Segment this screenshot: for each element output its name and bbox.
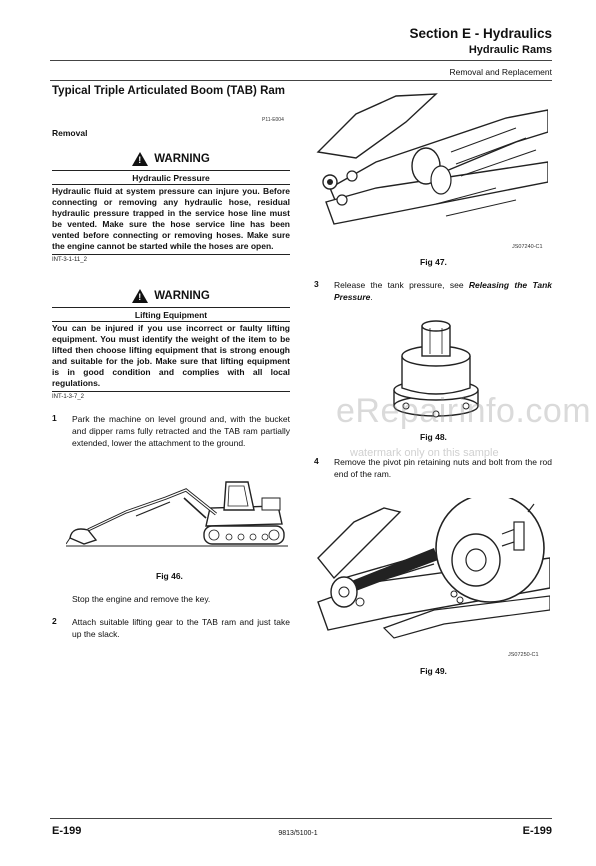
warning-box [52, 170, 290, 255]
warning-icon: ! [132, 289, 148, 303]
warning-icon: ! [132, 152, 148, 166]
stop-engine-text: Stop the engine and remove the key. [72, 594, 211, 604]
watermark-subtext: watermark only on this sample [350, 447, 499, 459]
warning-subtitle: Lifting Equipment [52, 308, 290, 322]
step-number: 2 [52, 616, 57, 626]
page-title: Typical Triple Articulated Boom (TAB) Ram [52, 85, 286, 97]
warning-block-hydraulic [52, 152, 290, 263]
document-number: 9813/5100-1 [278, 830, 318, 837]
warning-body: You can be injured if you use incorrect or faulty lifting equipment. You must identify the weight of the item to be lifted then choose lifting equipment that is strong enough and suitable for the job. Make sure that lifting equipment is in good condition and complies with all local regulations. [52, 323, 290, 388]
step-number: 3 [314, 279, 319, 289]
header-rule [50, 60, 552, 61]
warning-header [52, 152, 290, 166]
step-number: 1 [52, 413, 57, 423]
step-text: Attach suitable lifting gear to the TAB ram and just take up the slack. [72, 617, 290, 639]
subsection-title: Removal and Replacement [449, 67, 552, 77]
figure-caption: Fig 47. [420, 257, 447, 267]
figure-49-pivot-pin [314, 498, 550, 650]
warning-label: WARNING [154, 290, 210, 302]
warning-block-lifting [52, 289, 290, 400]
section-subtitle: Hydraulic Rams [468, 44, 552, 56]
removal-heading: Removal [52, 128, 88, 138]
step-text: Park the machine on level ground and, with the bucket and dipper rams fully retracted and the TAB ram partially extended, lower the attachment to the ground. [72, 414, 290, 448]
step-text-prefix: Release the tank pressure, see [334, 280, 469, 290]
page-number-left: E-199 [52, 825, 82, 837]
footer-rule [50, 818, 552, 819]
figure-code: JS07250-C1 [508, 652, 539, 658]
warning-box [52, 307, 290, 392]
subheader-rule [50, 80, 552, 81]
page-number-right: E-199 [522, 825, 552, 837]
warning-code: INT-1-3-7_2 [52, 394, 85, 400]
figure-code: JS07240-C1 [512, 244, 543, 250]
warning-label: WARNING [154, 153, 210, 165]
figure-46-excavator [66, 468, 288, 550]
warning-code: INT-3-1-11_2 [52, 257, 87, 263]
watermark: eRepairinfo.com [336, 392, 592, 430]
figure-reference-code: P11-E004 [262, 117, 284, 123]
step-text: Remove the pivot pin retaining nuts and bolt from the rod end of the ram. [334, 457, 552, 479]
step-text [334, 279, 552, 303]
figure-caption: Fig 48. [420, 432, 447, 442]
warning-subtitle: Hydraulic Pressure [52, 171, 290, 185]
figure-caption: Fig 49. [420, 666, 447, 676]
warning-header [52, 289, 290, 303]
cross-reference-link[interactable]: Releasing the Tank Pressure [334, 280, 552, 302]
figure-caption: Fig 46. [156, 571, 183, 581]
warning-body: Hydraulic fluid at system pressure can injure you. Before connecting or removing any hydraulic hose, residual hydraulic pressure trapped in the service hose line must be vented. Make sure the hose service line has been vented before connecting or removing hoses. Make sure the engine cannot be started while the hoses are open. [52, 186, 290, 251]
figure-47-ram-illustration [316, 92, 548, 242]
step-number: 4 [314, 456, 319, 466]
step-text-suffix: . [370, 292, 373, 302]
section-title: Section E - Hydraulics [409, 26, 552, 41]
